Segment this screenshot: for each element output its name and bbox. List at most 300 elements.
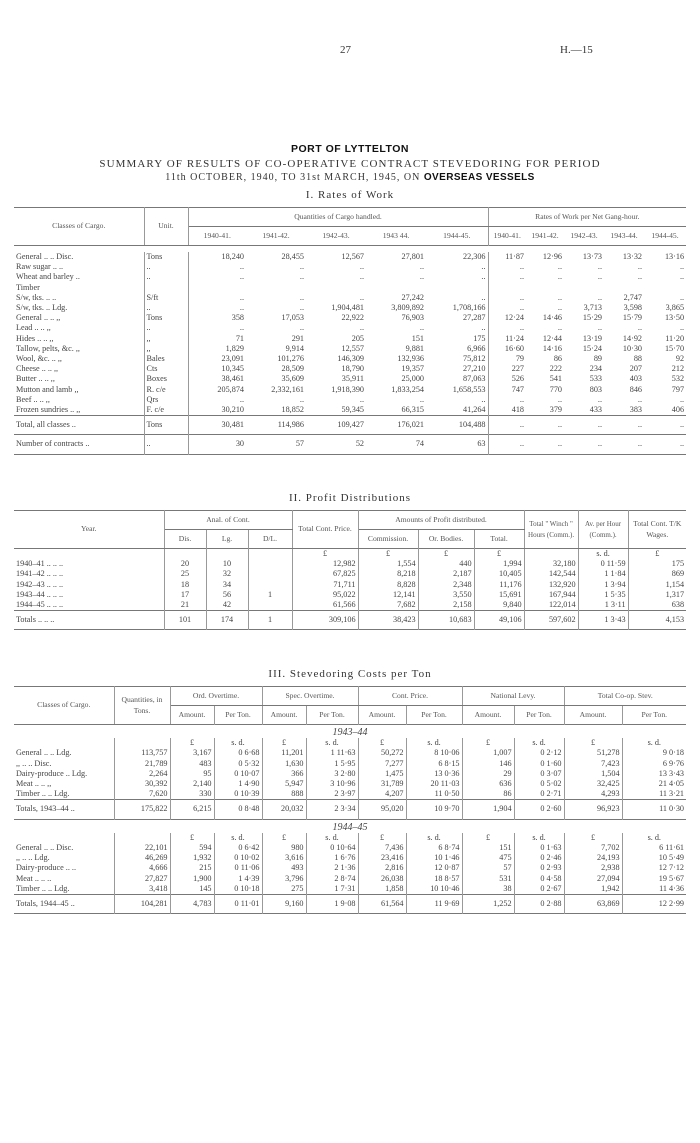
- rates-of-work-table: [14, 207, 686, 455]
- per-ton: 3 2·80: [306, 769, 358, 779]
- per-ton: 0 10·18: [214, 884, 262, 895]
- per-ton: 12 0·87: [406, 863, 462, 873]
- section-costs-heading: III. Stevedoring Costs per Ton: [268, 668, 432, 680]
- quantity: 7,620: [114, 789, 170, 800]
- year: 1943–44 .. .. ..: [14, 590, 164, 600]
- unit: F. c/e: [144, 405, 188, 416]
- amount: 7,436: [358, 843, 406, 853]
- quantity: 205: [351, 333, 364, 343]
- amount: 4,293: [564, 789, 622, 800]
- rate: [488, 283, 526, 293]
- table-row: [14, 252, 686, 262]
- quantity: ..: [419, 394, 424, 404]
- bodies: 2,187: [418, 569, 474, 579]
- quantity: ..: [299, 292, 304, 302]
- commission: 38,423: [358, 611, 418, 630]
- unit-amount: £: [358, 738, 406, 748]
- quantity: ..: [426, 323, 488, 333]
- quantity: ..: [419, 323, 424, 333]
- table-row: [14, 344, 686, 354]
- per-ton: 0 2·88: [514, 895, 564, 914]
- col-cont-price: Cont. Price.: [358, 687, 462, 706]
- quantity: ..: [239, 272, 244, 282]
- totals-row: [14, 800, 686, 819]
- lg: 34: [206, 580, 248, 590]
- unit-amount: £: [564, 738, 622, 748]
- col-amount: Amount.: [262, 706, 306, 725]
- quantity: 9,914: [285, 343, 304, 353]
- wages: 1,154: [665, 579, 685, 589]
- col-commission: Commission.: [358, 530, 418, 549]
- rate: 11·20: [665, 333, 685, 343]
- quantity: 114,986: [277, 420, 304, 430]
- dis: 25: [164, 569, 206, 579]
- table-row: [14, 405, 686, 416]
- rate: ..: [679, 439, 685, 449]
- col-classes-of-cargo: Classes of Cargo.: [14, 687, 114, 725]
- rate: 89: [593, 354, 603, 364]
- quantity: 74: [415, 439, 424, 449]
- amount: 5,947: [262, 779, 306, 789]
- table-row: [14, 262, 686, 272]
- unit-spacer: [114, 833, 170, 843]
- amount: 57: [462, 863, 514, 873]
- table-row: [14, 874, 686, 884]
- rate: 15·79: [622, 313, 643, 323]
- per-ton: 6 8·74: [406, 843, 462, 853]
- quantity: 57: [295, 439, 304, 449]
- rate: ..: [679, 292, 685, 302]
- cargo-class: Meat .. .. ..: [14, 874, 114, 884]
- rate: [526, 283, 564, 293]
- amount: 1,630: [262, 759, 306, 769]
- unit-amount: £: [462, 738, 514, 748]
- col-qty-year: 1943 44.: [382, 230, 410, 240]
- cargo-class: Timber .. .. Ldg.: [14, 789, 114, 800]
- amount: 1,475: [358, 769, 406, 779]
- quantity: 38,461: [221, 374, 244, 384]
- rate: ..: [679, 262, 685, 272]
- per-ton: 11 3·21: [659, 789, 685, 799]
- cargo-class: Totals, 1944–45 ..: [14, 895, 114, 914]
- per-ton: 18 8·57: [406, 874, 462, 884]
- cargo-class: Frozen sundries .. ,,: [14, 405, 144, 416]
- rate: 3,865: [665, 303, 685, 313]
- commission: 1,554: [358, 559, 418, 569]
- unit: ,,: [144, 334, 188, 344]
- rate: ..: [557, 394, 563, 404]
- section-profit-heading: II. Profit Distributions: [288, 492, 412, 504]
- stevedoring-costs-table: [14, 686, 686, 914]
- col-winch-hours: Total " Winch " Hours (Comm.).: [524, 511, 578, 549]
- col-rates-of-work: Rates of Work per Net Gang-hour.: [488, 208, 686, 227]
- per-ton: 6 8·15: [406, 759, 462, 769]
- report-period: [0, 172, 700, 183]
- unit-amount: £: [262, 833, 306, 843]
- rate: 3,598: [623, 303, 643, 313]
- unit: ..: [144, 323, 188, 333]
- per-ton: 19 5·67: [658, 873, 685, 883]
- unit: Tons: [144, 416, 188, 435]
- totals-row: [14, 895, 686, 914]
- unit-spacer: [14, 738, 114, 748]
- report-port-title: PORT OF LYTTELTON: [291, 143, 409, 155]
- amount: 1,904: [462, 800, 514, 819]
- unit-price: £: [292, 549, 358, 560]
- rate: 13·19: [582, 333, 603, 343]
- unit-per-ton: s. d.: [306, 833, 358, 843]
- rate: 14·16: [542, 343, 563, 353]
- table-row: [14, 863, 686, 873]
- quantity: 109,427: [337, 420, 364, 430]
- table-row: [14, 385, 686, 395]
- amount: 24,193: [564, 853, 622, 863]
- cargo-class: Meat .. .. ,,: [14, 779, 114, 789]
- rate: [604, 283, 644, 293]
- quantity: 104,488: [426, 416, 488, 435]
- quantity: 17,053: [281, 313, 304, 323]
- unit: [144, 283, 188, 293]
- rate: ..: [637, 439, 643, 449]
- price: 95,022: [292, 590, 358, 600]
- contracts-row: [14, 435, 686, 454]
- cargo-class: Beef .. .. ,,: [14, 395, 144, 405]
- per-ton: 11 0·50: [406, 789, 462, 800]
- amount: 86: [462, 789, 514, 800]
- units-row: [14, 549, 686, 560]
- unit: R. c/e: [144, 385, 188, 395]
- quantity: ..: [299, 303, 304, 313]
- rate: ..: [679, 272, 685, 282]
- per-ton: 1 7·31: [306, 884, 358, 895]
- table-row: [14, 559, 686, 569]
- avg-per-hour: 1 5·35: [578, 590, 628, 600]
- table-row: [14, 759, 686, 769]
- quantity: 35,911: [341, 374, 364, 384]
- rate: ..: [597, 439, 603, 449]
- quantity: 71: [235, 333, 244, 343]
- quantity: 12,567: [341, 252, 364, 261]
- quantity: 358: [231, 313, 244, 323]
- amount: 330: [170, 789, 214, 800]
- wages: 1,317: [665, 589, 685, 599]
- quantity: 1,658,553: [426, 385, 488, 395]
- unit: ..: [144, 262, 188, 272]
- quantity: 1,829: [225, 343, 244, 353]
- doc-reference: H.—15: [560, 44, 593, 56]
- per-ton: 11 0·30: [659, 804, 685, 814]
- winch-hours: 167,944: [524, 590, 578, 600]
- per-ton: 20 11·03: [406, 779, 462, 789]
- unit-spacer: [524, 549, 578, 560]
- quantity: [366, 283, 426, 293]
- rate: ..: [679, 323, 685, 333]
- bodies: 10,683: [418, 611, 474, 630]
- price: 61,566: [292, 600, 358, 611]
- dl: 1: [248, 611, 292, 630]
- unit: Cts: [144, 364, 188, 374]
- quantity: 4,666: [114, 863, 170, 873]
- unit: Tons: [144, 313, 188, 323]
- unit-amount: £: [358, 833, 406, 843]
- quantity: 146,309: [337, 354, 364, 364]
- amount: 26,038: [358, 874, 406, 884]
- quantity: 175,822: [114, 800, 170, 819]
- per-ton: 13 3·43: [658, 768, 685, 778]
- unit-spacer: [14, 549, 164, 560]
- report-period-vessels: OVERSEAS VESSELS: [423, 172, 535, 183]
- amount: 1,942: [564, 884, 622, 895]
- unit-per-ton: s. d.: [647, 738, 661, 748]
- rate: 13·73: [582, 252, 603, 261]
- lg: 56: [206, 590, 248, 600]
- per-ton: 0 5·02: [514, 779, 564, 789]
- cargo-class: ,, .. .. Ldg.: [14, 853, 114, 863]
- wages: 4,153: [665, 615, 685, 625]
- rate: ..: [597, 262, 603, 272]
- quantity: 1,918,390: [331, 384, 364, 394]
- rate: 92: [675, 354, 685, 364]
- amount: 23,416: [358, 853, 406, 863]
- lg: 42: [206, 600, 248, 611]
- cargo-class: Wheat and barley ..: [14, 272, 144, 282]
- col-dl: D/L.: [248, 530, 292, 549]
- quantity: 205,874: [217, 384, 244, 394]
- quantity: ..: [426, 395, 488, 405]
- table-row: [14, 313, 686, 323]
- table-row: [14, 323, 686, 333]
- quantity: 28,509: [281, 364, 304, 374]
- rate: 14·46: [542, 313, 563, 323]
- per-ton: 11 4·36: [659, 883, 685, 893]
- rate: ..: [519, 292, 525, 302]
- lg: 10: [206, 559, 248, 569]
- col-qty-year: 1944-45.: [426, 227, 488, 246]
- cargo-class: Butter .. .. ,,: [14, 374, 144, 384]
- cargo-class: Total, all classes ..: [14, 416, 144, 435]
- amount: 31,789: [358, 779, 406, 789]
- dis: 21: [164, 600, 206, 611]
- quantity: 27,801: [401, 252, 424, 261]
- amount: 366: [262, 769, 306, 779]
- unit-bodies: £: [418, 549, 474, 560]
- amount: 2,816: [358, 863, 406, 873]
- col-rate-year: 1944-45.: [651, 230, 679, 240]
- quantity: 113,757: [114, 748, 170, 758]
- cargo-class: Wool, &c. .. ,,: [14, 354, 144, 364]
- per-ton: 1 4·90: [214, 779, 262, 789]
- rate: ..: [557, 303, 563, 313]
- col-total-coop-stev: Total Co-op. Stev.: [564, 687, 686, 706]
- bodies: 440: [418, 559, 474, 569]
- quantity: 10,345: [221, 364, 244, 374]
- col-amounts-profit: Amounts of Profit distributed.: [358, 511, 524, 530]
- rate: 13·32: [622, 252, 643, 261]
- amount: 4,783: [170, 895, 214, 914]
- per-ton: 0 10·39: [214, 789, 262, 800]
- rate: 383: [629, 405, 643, 415]
- rate: ..: [597, 292, 603, 302]
- per-ton: 1 6·76: [306, 853, 358, 863]
- amount: 1,900: [170, 874, 214, 884]
- rate: 770: [549, 384, 563, 394]
- units-row: [14, 738, 686, 748]
- per-ton: 2 3·97: [306, 789, 358, 800]
- per-ton: 8 10·06: [406, 748, 462, 758]
- rate: 803: [589, 384, 603, 394]
- cargo-class: General .. .. Disc.: [14, 252, 144, 262]
- quantity: 30,392: [114, 779, 170, 789]
- winch-hours: 32,180: [524, 559, 578, 569]
- per-ton: 13 0·36: [406, 769, 462, 779]
- unit-per-ton: s. d.: [214, 738, 262, 748]
- rate: 207: [629, 364, 643, 374]
- quantity: 66,315: [401, 405, 424, 415]
- quantity: 132,936: [397, 354, 424, 364]
- amount: 1,858: [358, 884, 406, 895]
- table-row: [14, 590, 686, 600]
- table-row: [14, 884, 686, 895]
- per-ton: 0 2·71: [514, 789, 564, 800]
- col-year: Year.: [14, 511, 164, 549]
- quantity: 63: [426, 435, 488, 454]
- wages: 175: [671, 559, 685, 569]
- unit-per-ton: s. d.: [406, 833, 462, 843]
- rate: 3,713: [583, 303, 603, 313]
- amount: 475: [462, 853, 514, 863]
- quantity: 30: [235, 439, 244, 449]
- rate: 747: [511, 384, 525, 394]
- unit-per-ton: s. d.: [514, 833, 564, 843]
- amount: 11,201: [262, 748, 306, 758]
- col-per-ton: Per Ton.: [406, 706, 462, 725]
- quantity: ..: [426, 272, 488, 282]
- quantity: 22,101: [114, 843, 170, 853]
- rate: ..: [557, 323, 563, 333]
- per-ton: 0 8·48: [214, 800, 262, 819]
- quantity: 9,881: [405, 343, 424, 353]
- unit: Bales: [144, 354, 188, 364]
- unit-per-ton: s. d.: [306, 738, 358, 748]
- unit-spacer: [206, 549, 248, 560]
- cargo-class: S/w, tks. .. Ldg.: [14, 303, 144, 313]
- section-rates-heading: I. Rates of Work: [305, 189, 395, 201]
- unit: Qrs: [144, 395, 188, 405]
- quantity: 19,357: [401, 364, 424, 374]
- amount: 3,616: [262, 853, 306, 863]
- rate: ..: [637, 262, 643, 272]
- table-row: [14, 569, 686, 579]
- page-number: 27: [340, 44, 351, 56]
- per-ton: 3 10·96: [306, 779, 358, 789]
- rate: 212: [671, 364, 685, 374]
- unit-amount: £: [462, 833, 514, 843]
- dis: 20: [164, 559, 206, 569]
- quantity: 22,306: [426, 252, 488, 262]
- col-classes-of-cargo: Classes of Cargo.: [14, 208, 144, 246]
- quantity: 6,966: [426, 344, 488, 354]
- cargo-class: Timber .. .. Ldg.: [14, 884, 114, 895]
- table-row: [14, 354, 686, 364]
- cargo-class: Totals, 1943–44 ..: [14, 800, 114, 819]
- dl: [248, 569, 292, 579]
- col-per-ton: Per Ton.: [641, 709, 668, 719]
- quantity: ..: [239, 292, 244, 302]
- bodies: 2,348: [418, 580, 474, 590]
- unit-wages: £: [655, 549, 660, 558]
- winch-hours: 132,920: [524, 580, 578, 590]
- cargo-class: Mutton and lamb ,,: [14, 385, 144, 395]
- col-rate-year: 1941-42.: [531, 230, 559, 240]
- rate: 2,747: [623, 292, 643, 302]
- amount: 32,425: [564, 779, 622, 789]
- rate: 406: [671, 405, 685, 415]
- amount: 96,923: [564, 800, 622, 819]
- avg-per-hour: 1 3·94: [578, 580, 628, 590]
- quantity: 291: [291, 333, 304, 343]
- quantity: ..: [359, 323, 364, 333]
- rate: ..: [679, 394, 685, 404]
- dl: 1: [248, 590, 292, 600]
- cargo-class: Raw sugar .. ..: [14, 262, 144, 272]
- quantity: 18,790: [341, 364, 364, 374]
- quantity: ..: [359, 262, 364, 272]
- rate: ..: [597, 420, 603, 430]
- table-row: [14, 843, 686, 853]
- unit: ..: [144, 303, 188, 313]
- quantity: 25,000: [401, 374, 424, 384]
- rate: 541: [549, 374, 563, 384]
- rate: 88: [633, 354, 643, 364]
- quantity: 18,240: [221, 252, 244, 261]
- per-ton: 10 1·46: [406, 853, 462, 863]
- amount: 20,032: [262, 800, 306, 819]
- per-ton: 0 2·60: [514, 800, 564, 819]
- quantity: 46,269: [114, 853, 170, 863]
- quantity: 75,812: [426, 354, 488, 364]
- rate: 222: [549, 364, 563, 374]
- col-rate-year: 1940-41.: [493, 230, 521, 240]
- amount: 2,938: [564, 863, 622, 873]
- rate: 15·29: [582, 313, 603, 323]
- quantity: ..: [419, 262, 424, 272]
- rate: 10·30: [622, 343, 643, 353]
- cargo-class: S/w, tks. .. ..: [14, 293, 144, 303]
- col-av-per-hour: Av. per Hour (Comm.).: [578, 511, 628, 549]
- rate: 403: [629, 374, 643, 384]
- avg-per-hour: 0 11·59: [578, 559, 628, 569]
- rate: ..: [519, 439, 525, 449]
- price: 309,106: [292, 611, 358, 630]
- per-ton: 0 2·12: [514, 748, 564, 758]
- amount: 151: [462, 843, 514, 853]
- col-per-ton: Per Ton.: [306, 706, 358, 725]
- year-label: 1944–45: [332, 821, 368, 833]
- winch-hours: 142,544: [524, 569, 578, 579]
- unit-per-ton: s. d.: [214, 833, 262, 843]
- quantity: ..: [239, 303, 244, 313]
- amount: 636: [462, 779, 514, 789]
- cargo-class: Dairy-produce .. Ldg.: [14, 769, 114, 779]
- quantity: 27,287: [426, 313, 488, 323]
- year: 1944–45 .. .. ..: [14, 600, 164, 611]
- col-per-ton: Per Ton.: [514, 706, 564, 725]
- rate: ..: [637, 394, 643, 404]
- amount: 29: [462, 769, 514, 779]
- table-row: [14, 303, 686, 313]
- per-ton: 0 1·60: [514, 759, 564, 769]
- quantity: ..: [299, 323, 304, 333]
